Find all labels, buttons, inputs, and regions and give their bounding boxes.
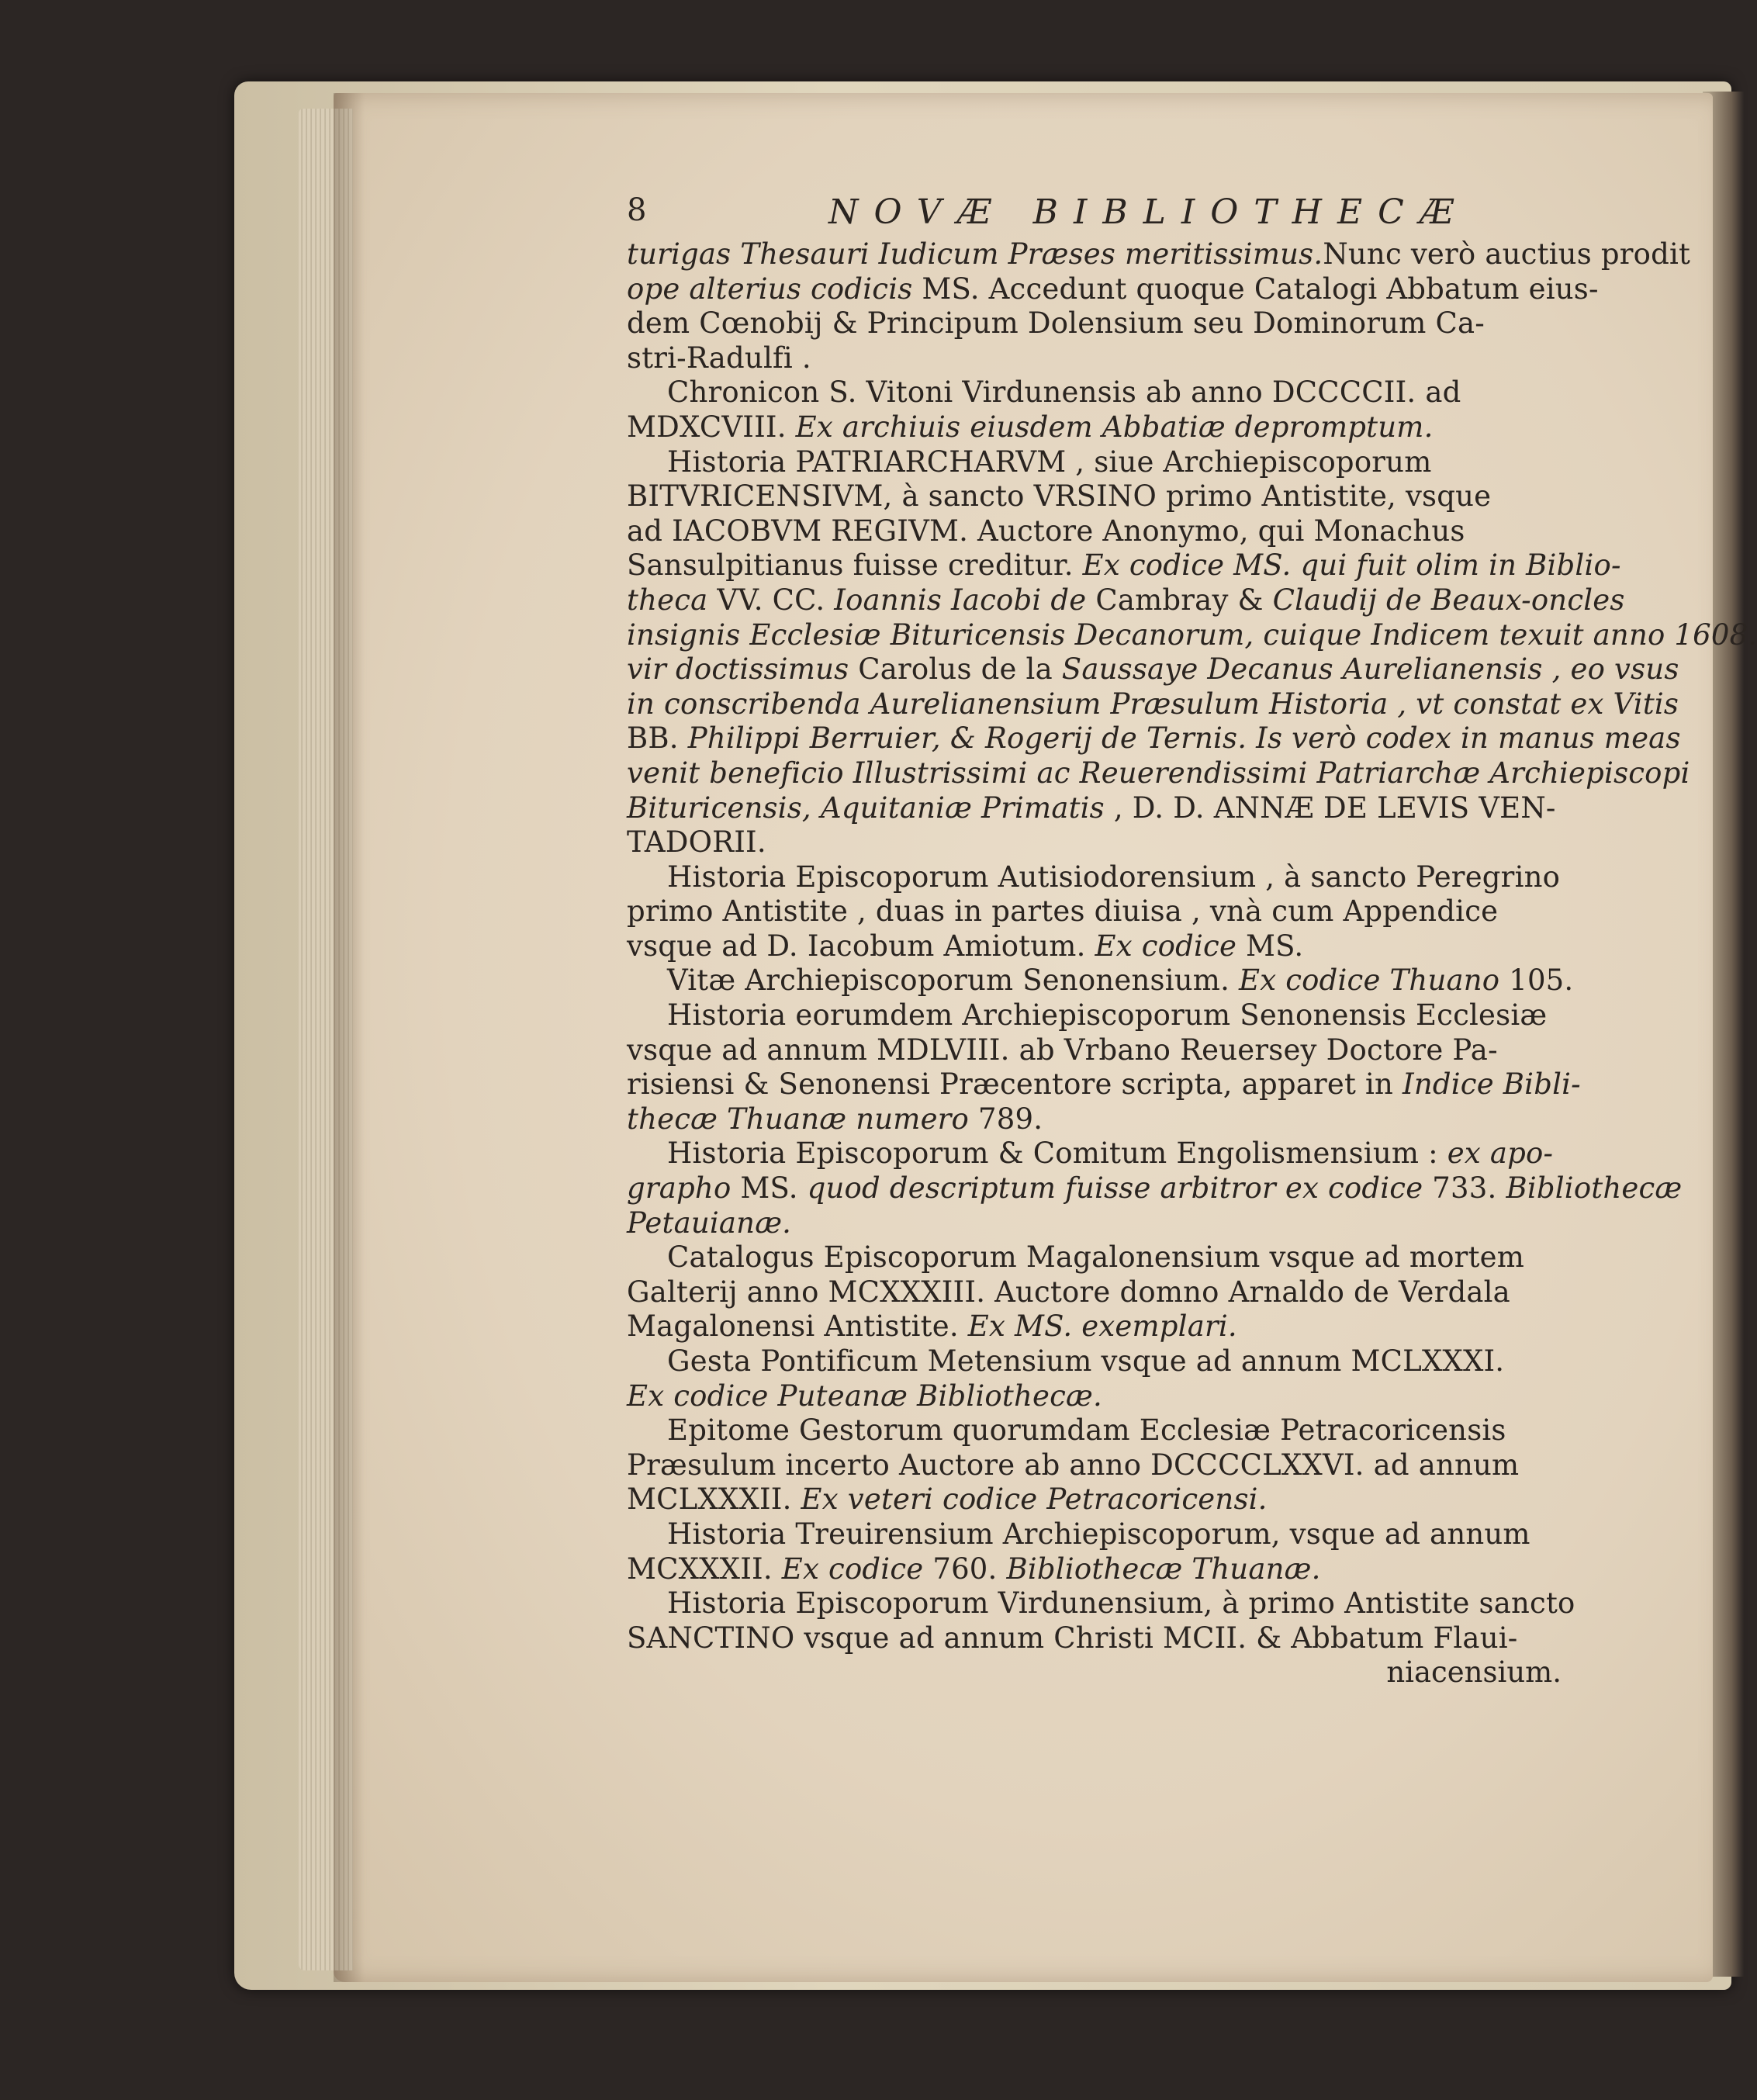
text-segment: Galterij anno MCXXXIII. Auctore domno Arnaldo de Verdala [627,1275,1510,1309]
text-segment: Historia Episcoporum & Comitum Engolismensium : [667,1136,1447,1171]
text-line [627,998,1562,1033]
text-line [627,341,1562,376]
text-segment: MCLXXXII. [627,1482,801,1517]
text-line [627,721,1681,756]
text-line [627,1136,1562,1171]
text-segment: ope alterius codicis [627,272,913,306]
text-line [627,583,1625,618]
catchword: niacensium. [1386,1655,1562,1690]
text-segment: risiensi & Senonensi Præcentore scripta, apparet in [627,1067,1403,1102]
text-line [627,1482,1562,1517]
text-segment: primo Antistite , duas in partes diuisa , vnà cum Appendice [627,894,1499,929]
text-segment: vir doctissimus [627,652,859,687]
text-segment: Historia PATRIARCHARVM , siue Archiepiscoporum [667,445,1432,479]
page-header [627,192,1562,237]
text-line [627,1517,1562,1552]
text-segment: BITVRICENSIVM, à sancto VRSINO primo Antistite, vsque [627,479,1492,514]
text-segment: Bibliothecæ [1506,1171,1683,1206]
text-segment: Magalonensi Antistite. [627,1309,968,1344]
text-line [627,929,1562,964]
text-segment: TADORII. [627,825,766,860]
text-line [627,1621,1562,1656]
text-line [627,306,1562,341]
text-segment: Ioannis Iacobi de [834,583,1096,617]
text-segment: ex apo- [1447,1136,1554,1171]
text-segment: quod descriptum fuisse arbitror ex codice [807,1171,1433,1206]
text-segment: Ex codice [781,1552,933,1586]
text-line [627,964,1574,998]
text-line [627,652,1679,687]
text-segment: stri-Radulfi . [627,341,811,375]
text-segment: Ex archiuis eiusdem Abbatiæ depromptum. [795,410,1434,444]
text-line [627,1206,1562,1241]
text-segment: Historia Treuirensium Archiepiscoporum, vsque ad annum [667,1517,1530,1551]
text-segment: , D. D. ANNÆ DE LEVIS VEN- [1104,791,1556,825]
text-line [627,791,1562,826]
text-segment: Ex codice MS. qui fuit olim in Biblio- [1082,548,1621,583]
text-line [627,410,1562,445]
text-segment: MS. [740,1171,808,1206]
text-segment: Nunc verò auctius prodit [1323,237,1691,271]
text-segment: ad IACOBVM REGIVM. Auctore Anonymo, qui Monachus [627,514,1465,548]
text-line [627,1552,1562,1587]
text-segment: Epitome Gestorum quorumdam Ecclesiæ Petracoricensis [667,1413,1506,1448]
text-segment: Ex codice [1095,929,1247,963]
page-text-block [627,192,1757,1690]
text-segment: Indice Bibli- [1402,1067,1581,1102]
gutter-shadow [334,93,365,1982]
text-segment: Præsulum incerto Auctore ab anno DCCCCLXXVI. ad annum [627,1448,1520,1482]
text-line [627,548,1621,583]
text-segment: turigas Thesauri Iudicum Præses meritissimus. [627,237,1323,271]
text-line [627,1379,1562,1414]
text-segment: 105. [1509,964,1574,998]
text-segment: BB. [627,721,688,756]
text-segment: Petauianæ. [627,1206,792,1240]
running-title: NOVÆ BIBLIOTHECÆ [828,192,1469,232]
text-line [627,1067,1581,1102]
text-line [627,687,1679,722]
text-segment: 760. [932,1552,1007,1586]
text-segment: Cambray & [1095,583,1273,617]
text-segment: dem Cœnobij & Principum Dolensium seu Dominorum Ca- [627,306,1485,341]
text-line [627,860,1562,895]
text-line [627,618,1757,653]
text-line [627,825,1562,860]
text-segment: Historia eorumdem Archiepiscoporum Senonensis Ecclesiæ [667,998,1548,1033]
text-segment: grapho [627,1171,741,1206]
text-segment: insignis Ecclesiæ Bituricensis Decanorum, cuique Indicem texuit anno 1608. [627,618,1757,652]
text-segment: Historia Episcoporum Virdunensium, à primo Antistite sancto [667,1586,1575,1621]
text-segment: venit beneficio Illustrissimi ac Reuerendissimi Patriarchæ Archiepiscopi [627,756,1690,790]
text-segment: in conscribenda Aurelianensium Præsulum Historia , vt constat ex Vitis [627,687,1679,721]
text-segment: vsque ad annum MDLVIII. ab Vrbano Reuersey Doctore Pa- [627,1033,1498,1067]
text-line [627,1240,1562,1275]
text-segment: Ex MS. exemplari. [967,1309,1237,1344]
text-segment: Saussaye Decanus Aurelianensis , eo vsus [1061,652,1679,687]
text-line [627,1275,1562,1310]
text-segment: Ex veteri codice Petracoricensi. [801,1482,1268,1517]
text-segment: Catalogus Episcoporum Magalonensium vsque ad mortem [667,1240,1525,1275]
text-segment: Historia Episcoporum Autisiodorensium , à sancto Peregrino [667,860,1561,894]
text-segment: Vitæ Archiepiscoporum Senonensium. [667,964,1239,998]
text-line [627,756,1690,791]
body-text [627,237,1757,1655]
text-line [627,1309,1562,1344]
text-segment: MS. [1246,929,1304,963]
text-segment: theca [627,583,718,617]
text-segment: vsque ad D. Iacobum Amiotum. [627,929,1095,963]
text-line [627,514,1562,549]
text-line [627,1344,1562,1379]
text-segment: Sansulpitianus fuisse creditur. [627,548,1083,583]
text-line [627,1448,1562,1483]
page-number: 8 [627,192,647,228]
text-line [627,1586,1575,1621]
text-line [627,445,1562,480]
text-segment: Ex codice Thuano [1239,964,1510,998]
text-line [627,375,1562,410]
text-line [627,479,1562,514]
text-segment: Bituricensis, Aquitaniæ Primatis [627,791,1105,825]
text-segment: 789. [978,1102,1043,1136]
text-segment: Bibliothecæ Thuanæ. [1006,1552,1321,1586]
text-segment: SANCTINO vsque ad annum Christi MCII. & Abbatum Flaui- [627,1621,1518,1655]
text-segment: Chronicon S. Vitoni Virdunensis ab anno DCCCCII. ad [667,375,1461,410]
text-segment: Philippi Berruier, & Rogerij de Ternis. Is verò codex in manus meas [687,721,1681,756]
text-segment: VV. CC. [717,583,835,617]
text-segment: Carolus de la [858,652,1062,687]
text-segment: 733. [1432,1171,1506,1206]
text-line [627,237,1691,272]
text-segment: MDXCVIII. [627,410,796,444]
text-line [627,894,1562,929]
text-line [627,272,1599,307]
text-segment: MCXXXII. [627,1552,782,1586]
text-segment: thecæ Thuanæ numero [627,1102,978,1136]
text-segment: MS. Accedunt quoque Catalogi Abbatum eius- [912,272,1599,306]
text-segment: Claudij de Beaux-oncles [1272,583,1625,617]
text-line [627,1413,1562,1448]
text-segment: Ex codice Puteanæ Bibliothecæ. [627,1379,1102,1413]
text-line [627,1171,1683,1206]
text-line [627,1102,1562,1137]
text-line [627,1033,1562,1068]
text-segment: Gesta Pontificum Metensium vsque ad annum MCLXXXI. [667,1344,1505,1378]
